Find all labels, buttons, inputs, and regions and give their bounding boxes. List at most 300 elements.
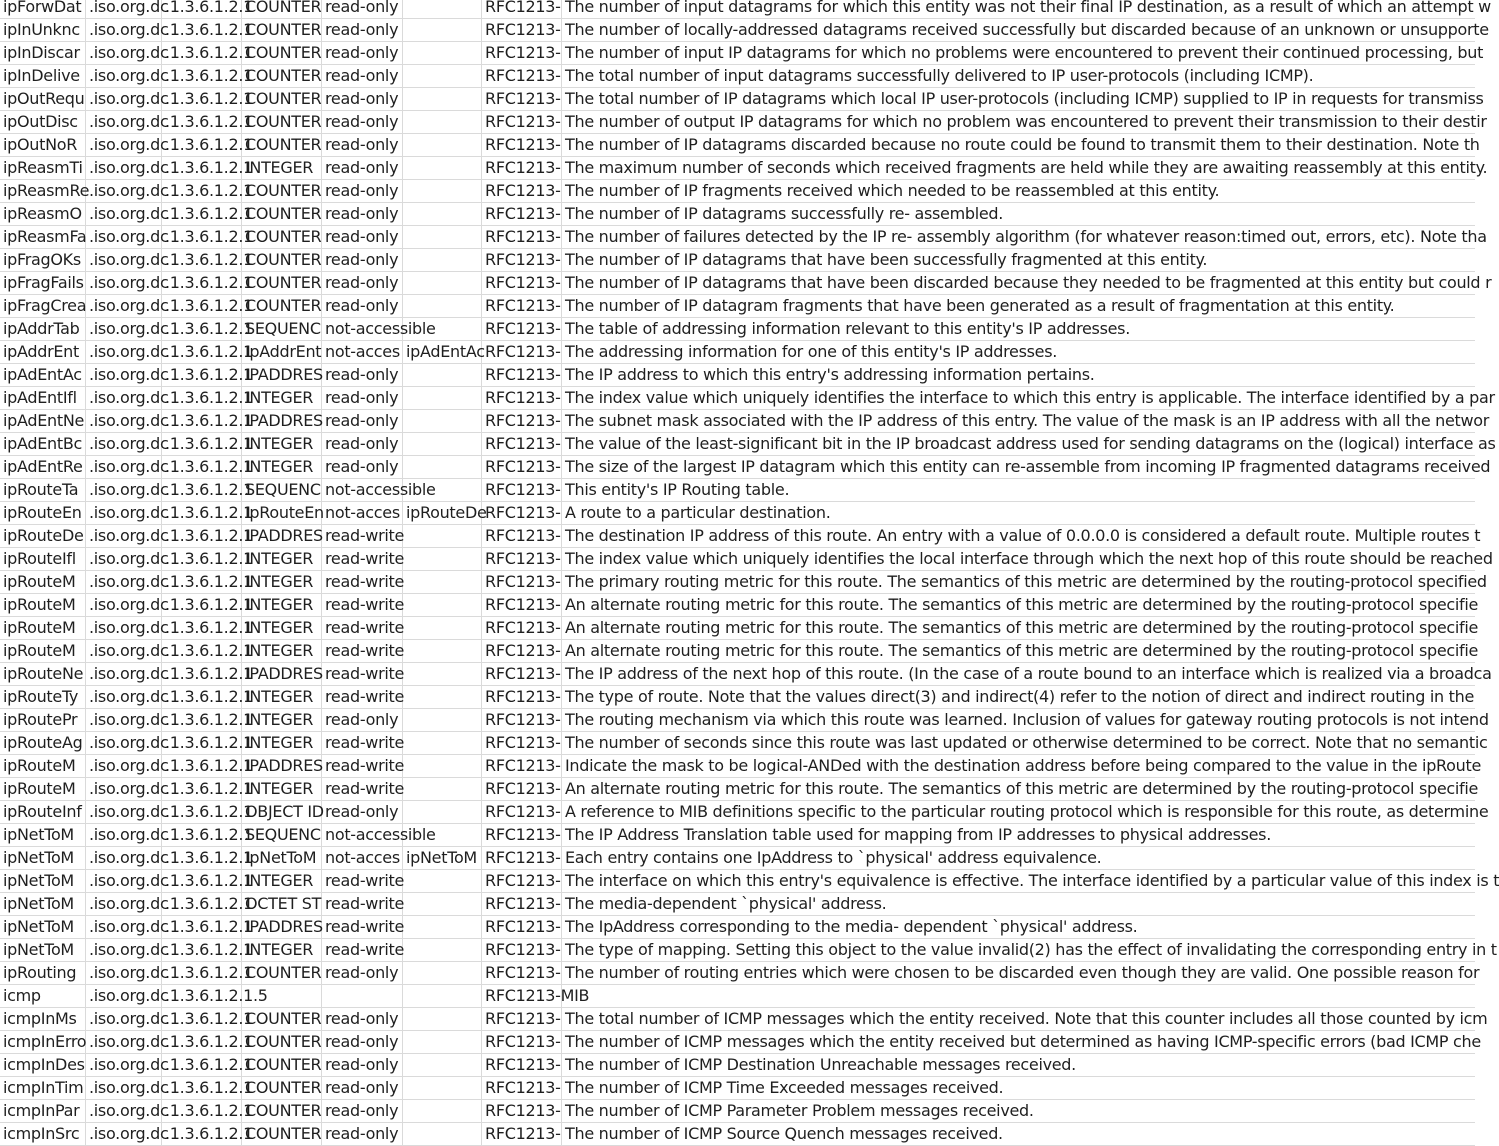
mib-name-cell[interactable]: ipAddrTab xyxy=(0,318,86,340)
syntax-cell[interactable]: INTEGER xyxy=(242,387,322,409)
description-cell[interactable]: An alternate routing metric for this route. The semantics of this metric are determined by the routing-protocol specifie xyxy=(565,595,1479,614)
index-cell[interactable] xyxy=(403,249,482,271)
module-cell[interactable]: RFC1213- xyxy=(482,19,562,41)
index-cell[interactable] xyxy=(403,962,482,984)
mib-name-cell[interactable]: ipRouteTy xyxy=(0,686,86,708)
mib-name-cell[interactable]: ipAdEntNe xyxy=(0,410,86,432)
access-cell[interactable]: not-acces xyxy=(322,502,403,524)
access-cell[interactable]: read-write xyxy=(322,571,403,593)
object-path-cell[interactable]: .iso.org.dc xyxy=(86,525,162,547)
oid-cell[interactable]: .1.3.6.1.2.1 xyxy=(162,479,242,501)
module-cell[interactable]: RFC1213- xyxy=(482,364,562,386)
index-cell[interactable] xyxy=(403,640,482,662)
index-cell[interactable] xyxy=(403,755,482,777)
syntax-cell[interactable]: INTEGER xyxy=(242,778,322,800)
index-cell[interactable] xyxy=(403,295,482,317)
module-cell[interactable]: RFC1213- xyxy=(482,686,562,708)
description-cell[interactable]: The IP Address Translation table used for mapping from IP addresses to physical addresses. xyxy=(565,825,1272,844)
index-cell[interactable] xyxy=(403,387,482,409)
module-cell[interactable]: RFC1213- xyxy=(482,916,562,938)
syntax-cell[interactable]: INTEGER xyxy=(242,456,322,478)
module-cell[interactable]: RFC1213- xyxy=(482,479,562,501)
mib-name-cell[interactable]: ipForwDat xyxy=(0,0,86,18)
syntax-cell[interactable]: COUNTER xyxy=(242,65,322,87)
description-cell[interactable]: The number of ICMP Time Exceeded messages received. xyxy=(565,1078,1004,1097)
description-cell[interactable]: The interface on which this entry's equivalence is effective. The interface identified by a particular value of this index is t xyxy=(565,871,1499,890)
syntax-cell[interactable]: COUNTER xyxy=(242,1123,322,1145)
syntax-cell[interactable]: COUNTER xyxy=(242,111,322,133)
index-cell[interactable] xyxy=(403,456,482,478)
module-cell[interactable]: RFC1213- xyxy=(482,42,562,64)
oid-cell[interactable]: .1.3.6.1.2.1 xyxy=(162,824,242,846)
mib-name-cell[interactable]: ipRouteIfl xyxy=(0,548,86,570)
module-cell[interactable]: RFC1213- xyxy=(482,893,562,915)
description-cell[interactable]: The number of locally-addressed datagrams received successfully but discarded because of an unknown or unsupporte xyxy=(565,20,1489,39)
access-cell[interactable]: not-accessible xyxy=(322,824,403,846)
index-cell[interactable] xyxy=(403,778,482,800)
module-cell[interactable]: RFC1213- xyxy=(482,203,562,225)
access-cell[interactable]: read-only xyxy=(322,364,403,386)
access-cell[interactable]: read-write xyxy=(322,893,403,915)
module-cell[interactable]: RFC1213- xyxy=(482,433,562,455)
oid-cell[interactable]: .1.3.6.1.2.1 xyxy=(162,111,242,133)
description-cell[interactable]: Each entry contains one IpAddress to `physical' address equivalence. xyxy=(565,848,1102,867)
module-cell[interactable]: RFC1213- xyxy=(482,1008,562,1030)
index-cell[interactable] xyxy=(403,180,482,202)
description-cell[interactable]: The type of mapping. Setting this object to the value invalid(2) has the effect of invalidating the corresponding entry in t xyxy=(565,940,1497,959)
syntax-cell[interactable]: INTEGER xyxy=(242,157,322,179)
object-path-cell[interactable]: .iso.org.dc xyxy=(86,870,162,892)
index-cell[interactable] xyxy=(403,686,482,708)
oid-cell[interactable]: .1.3.6.1.2.1 xyxy=(162,364,242,386)
mib-name-cell[interactable]: ipAdEntRe xyxy=(0,456,86,478)
module-cell[interactable]: RFC1213- xyxy=(482,755,562,777)
module-cell[interactable]: RFC1213- xyxy=(482,525,562,547)
description-cell[interactable]: The number of ICMP Destination Unreachable messages received. xyxy=(565,1055,1076,1074)
syntax-cell[interactable]: SEQUENC xyxy=(242,318,322,340)
module-cell[interactable]: RFC1213- xyxy=(482,0,562,18)
access-cell[interactable]: read-write xyxy=(322,939,403,961)
access-cell[interactable]: not-accessible xyxy=(322,318,403,340)
syntax-cell[interactable]: IPADDRES xyxy=(242,364,322,386)
description-cell[interactable]: The subnet mask associated with the IP address of this entry. The value of the mask is an IP address with all the networ xyxy=(565,411,1490,430)
oid-cell[interactable]: .1.3.6.1.2.1 xyxy=(162,594,242,616)
object-path-cell[interactable]: .iso.org.dc xyxy=(86,1054,162,1076)
access-cell[interactable]: read-only xyxy=(322,249,403,271)
module-cell[interactable]: RFC1213- xyxy=(482,111,562,133)
mib-name-cell[interactable]: ipRouteEn xyxy=(0,502,86,524)
syntax-cell[interactable]: IPADDRES xyxy=(242,525,322,547)
description-cell[interactable]: The number of input IP datagrams for which no problems were encountered to prevent their continued processing, but xyxy=(565,43,1484,62)
module-cell[interactable]: RFC1213- xyxy=(482,870,562,892)
oid-cell[interactable]: .1.3.6.1.2.1 xyxy=(162,180,242,202)
index-cell[interactable] xyxy=(403,571,482,593)
index-cell[interactable] xyxy=(403,111,482,133)
object-path-cell[interactable]: .iso.org.dc xyxy=(86,847,162,869)
mib-name-cell[interactable]: ipOutNoR xyxy=(0,134,86,156)
syntax-cell[interactable]: INTEGER xyxy=(242,594,322,616)
mib-name-cell[interactable]: ipRouteNe xyxy=(0,663,86,685)
index-cell[interactable] xyxy=(403,525,482,547)
object-path-cell[interactable]: .iso.org.dc xyxy=(86,1031,162,1053)
mib-name-cell[interactable]: ipInDiscar xyxy=(0,42,86,64)
oid-cell[interactable]: .1.3.6.1.2.1 xyxy=(162,433,242,455)
syntax-cell[interactable]: COUNTER xyxy=(242,0,322,18)
module-cell[interactable]: RFC1213- xyxy=(482,1123,562,1145)
syntax-cell[interactable]: IpRouteEn xyxy=(242,502,322,524)
index-cell[interactable] xyxy=(403,594,482,616)
syntax-cell[interactable]: OBJECT ID xyxy=(242,801,322,823)
mib-name-cell[interactable]: ipFragCrea xyxy=(0,295,86,317)
syntax-cell[interactable]: COUNTER xyxy=(242,226,322,248)
module-cell[interactable]: RFC1213- xyxy=(482,226,562,248)
index-cell[interactable] xyxy=(403,1100,482,1122)
oid-cell[interactable]: .1.3.6.1.2.1 xyxy=(162,801,242,823)
oid-cell[interactable]: .1.3.6.1.2.1 xyxy=(162,295,242,317)
module-cell[interactable]: RFC1213- xyxy=(482,1100,562,1122)
oid-cell[interactable]: .1.3.6.1.2.1 xyxy=(162,548,242,570)
access-cell[interactable]: read-only xyxy=(322,1077,403,1099)
access-cell[interactable]: read-only xyxy=(322,410,403,432)
mib-name-cell[interactable]: icmpInDes xyxy=(0,1054,86,1076)
index-cell[interactable] xyxy=(403,1008,482,1030)
module-cell[interactable]: RFC1213- xyxy=(482,778,562,800)
access-cell[interactable]: read-only xyxy=(322,42,403,64)
mib-name-cell[interactable]: ipRouteDe xyxy=(0,525,86,547)
object-path-cell[interactable]: .iso.org.dc xyxy=(86,686,162,708)
module-cell[interactable]: RFC1213- xyxy=(482,824,562,846)
oid-cell[interactable]: .1.3.6.1.2.1 xyxy=(162,617,242,639)
object-path-cell[interactable]: .iso.org.dc xyxy=(86,479,162,501)
access-cell[interactable]: read-write xyxy=(322,686,403,708)
description-cell[interactable]: The number of seconds since this route was last updated or otherwise determined to be correct. Note that no semantic xyxy=(565,733,1488,752)
module-cell[interactable]: RFC1213- xyxy=(482,157,562,179)
object-path-cell[interactable]: .iso.org.dc xyxy=(86,663,162,685)
object-path-cell[interactable]: .iso.org.dc xyxy=(86,364,162,386)
oid-cell[interactable]: .1.3.6.1.2.1 xyxy=(162,42,242,64)
syntax-cell[interactable]: COUNTER xyxy=(242,88,322,110)
mib-name-cell[interactable]: ipAdEntIfl xyxy=(0,387,86,409)
syntax-cell[interactable]: INTEGER xyxy=(242,617,322,639)
index-cell[interactable] xyxy=(403,663,482,685)
module-cell[interactable]: RFC1213- xyxy=(482,387,562,409)
access-cell[interactable]: read-write xyxy=(322,778,403,800)
syntax-cell[interactable] xyxy=(242,985,322,1007)
index-cell[interactable] xyxy=(403,870,482,892)
description-cell[interactable]: The maximum number of seconds which received fragments are held while they are awaiting reassembly at this entity. xyxy=(565,158,1488,177)
mib-name-cell[interactable]: ipOutRequ xyxy=(0,88,86,110)
mib-name-cell[interactable]: icmpInSrc xyxy=(0,1123,86,1145)
index-cell[interactable] xyxy=(403,410,482,432)
description-cell[interactable]: The size of the largest IP datagram which this entity can re-assemble from incoming IP fragmented datagrams received xyxy=(565,457,1491,476)
syntax-cell[interactable]: INTEGER xyxy=(242,686,322,708)
description-cell[interactable]: The IpAddress corresponding to the media- dependent `physical' address. xyxy=(565,917,1138,936)
module-cell[interactable]: RFC1213- xyxy=(482,663,562,685)
mib-name-cell[interactable]: ipAdEntBc xyxy=(0,433,86,455)
module-cell[interactable]: RFC1213- xyxy=(482,594,562,616)
mib-name-cell[interactable]: ipRoutePr xyxy=(0,709,86,731)
access-cell[interactable]: read-only xyxy=(322,1054,403,1076)
oid-cell[interactable]: .1.3.6.1.2.1 xyxy=(162,134,242,156)
mib-name-cell[interactable]: ipReasmRe xyxy=(0,180,86,202)
mib-name-cell[interactable]: icmpInPar xyxy=(0,1100,86,1122)
object-path-cell[interactable]: .iso.org.dc xyxy=(86,433,162,455)
access-cell[interactable]: read-only xyxy=(322,295,403,317)
mib-name-cell[interactable]: ipRouteInf xyxy=(0,801,86,823)
object-path-cell[interactable]: .iso.org.dc xyxy=(86,203,162,225)
description-cell[interactable]: The number of IP fragments received which needed to be reassembled at this entity. xyxy=(565,181,1220,200)
description-cell[interactable]: The media-dependent `physical' address. xyxy=(565,894,887,913)
object-path-cell[interactable]: .iso.org.dc xyxy=(86,640,162,662)
object-path-cell[interactable]: .iso.org.dc xyxy=(86,732,162,754)
access-cell[interactable]: not-accessible xyxy=(322,479,403,501)
index-cell[interactable] xyxy=(403,134,482,156)
oid-cell[interactable]: .1.3.6.1.2.1 xyxy=(162,525,242,547)
access-cell[interactable]: read-write xyxy=(322,732,403,754)
oid-cell[interactable]: .1.3.6.1.2.1 xyxy=(162,709,242,731)
module-cell[interactable]: RFC1213- xyxy=(482,847,562,869)
description-cell[interactable]: An alternate routing metric for this route. The semantics of this metric are determined by the routing-protocol specifie xyxy=(565,618,1479,637)
module-cell[interactable]: RFC1213- xyxy=(482,249,562,271)
access-cell[interactable]: read-only xyxy=(322,387,403,409)
index-cell[interactable] xyxy=(403,732,482,754)
mib-name-cell[interactable]: ipNetToM xyxy=(0,939,86,961)
mib-name-cell[interactable]: ipNetToM xyxy=(0,870,86,892)
mib-name-cell[interactable]: ipRouteM xyxy=(0,640,86,662)
syntax-cell[interactable]: INTEGER xyxy=(242,709,322,731)
module-cell[interactable]: RFC1213- xyxy=(482,341,562,363)
syntax-cell[interactable]: COUNTER xyxy=(242,962,322,984)
access-cell[interactable]: not-acces xyxy=(322,847,403,869)
syntax-cell[interactable]: IPADDRES xyxy=(242,755,322,777)
module-cell[interactable]: RFC1213- xyxy=(482,732,562,754)
oid-cell[interactable]: .1.3.6.1.2.1 xyxy=(162,203,242,225)
object-path-cell[interactable]: .iso.org.dc xyxy=(86,318,162,340)
access-cell[interactable]: read-write xyxy=(322,548,403,570)
access-cell[interactable]: read-write xyxy=(322,870,403,892)
mib-name-cell[interactable]: ipRouting xyxy=(0,962,86,984)
object-path-cell[interactable]: .iso.org.dc xyxy=(86,157,162,179)
index-cell[interactable] xyxy=(403,985,482,1007)
oid-cell[interactable]: .1.3.6.1.2.1 xyxy=(162,640,242,662)
syntax-cell[interactable]: INTEGER xyxy=(242,640,322,662)
oid-cell[interactable]: .1.3.6.1.2.1 xyxy=(162,847,242,869)
object-path-cell[interactable]: .iso.org.dc xyxy=(86,1100,162,1122)
syntax-cell[interactable]: COUNTER xyxy=(242,249,322,271)
access-cell[interactable]: read-only xyxy=(322,0,403,18)
access-cell[interactable]: read-only xyxy=(322,88,403,110)
description-cell[interactable]: The number of IP datagrams discarded because no route could be found to transmit them to their destination. Note th xyxy=(565,135,1480,154)
access-cell[interactable]: read-only xyxy=(322,134,403,156)
module-cell[interactable]: RFC1213- xyxy=(482,1031,562,1053)
oid-cell[interactable]: .1.3.6.1.2.1 xyxy=(162,870,242,892)
access-cell[interactable]: read-write xyxy=(322,755,403,777)
module-cell[interactable]: RFC1213- xyxy=(482,318,562,340)
mib-name-cell[interactable]: ipAddrEnt xyxy=(0,341,86,363)
oid-cell[interactable]: .1.3.6.1.2.1 xyxy=(162,778,242,800)
mib-name-cell[interactable]: ipRouteAg xyxy=(0,732,86,754)
module-cell[interactable]: RFC1213-MIB xyxy=(482,985,562,1007)
description-cell[interactable]: The total number of ICMP messages which the entity received. Note that this counter includes all those counted by icm xyxy=(565,1009,1488,1028)
oid-cell[interactable]: .1.3.6.1.2.1 xyxy=(162,65,242,87)
description-cell[interactable]: The index value which uniquely identifies the interface to which this entry is applicable. The interface identified by a par xyxy=(565,388,1495,407)
object-path-cell[interactable]: .iso.org.dc xyxy=(86,801,162,823)
description-cell[interactable]: The number of ICMP messages which the entity received but determined as having ICMP-specific errors (bad ICMP che xyxy=(565,1032,1481,1051)
module-cell[interactable]: RFC1213- xyxy=(482,1054,562,1076)
oid-cell[interactable]: .1.3.6.1.2.1 xyxy=(162,341,242,363)
object-path-cell[interactable]: .iso.org.dc xyxy=(86,180,162,202)
description-cell[interactable]: The index value which uniquely identifies the local interface through which the next hop of this route should be reached xyxy=(565,549,1493,568)
index-cell[interactable] xyxy=(403,203,482,225)
syntax-cell[interactable]: IPADDRES xyxy=(242,663,322,685)
object-path-cell[interactable]: .iso.org.dc xyxy=(86,1123,162,1145)
index-cell[interactable] xyxy=(403,548,482,570)
syntax-cell[interactable]: SEQUENC xyxy=(242,824,322,846)
description-cell[interactable]: The routing mechanism via which this route was learned. Inclusion of values for gateway routing protocols is not intend xyxy=(565,710,1489,729)
access-cell[interactable]: read-write xyxy=(322,916,403,938)
access-cell[interactable]: read-only xyxy=(322,1008,403,1030)
mib-name-cell[interactable]: icmp xyxy=(0,985,86,1007)
oid-cell[interactable]: .1.3.6.1.2.1 xyxy=(162,249,242,271)
index-cell[interactable] xyxy=(403,939,482,961)
mib-name-cell[interactable]: ipNetToM xyxy=(0,893,86,915)
description-cell[interactable]: The table of addressing information relevant to this entity's IP addresses. xyxy=(565,319,1130,338)
mib-name-cell[interactable]: ipReasmFa xyxy=(0,226,86,248)
access-cell[interactable] xyxy=(322,985,403,1007)
access-cell[interactable]: read-only xyxy=(322,801,403,823)
description-cell[interactable]: The number of IP datagrams that have been discarded because they needed to be fragmented at this entity but could r xyxy=(565,273,1492,292)
oid-cell[interactable]: .1.3.6.1.2.1 xyxy=(162,502,242,524)
oid-cell[interactable]: .1.3.6.1.2.1 xyxy=(162,318,242,340)
mib-name-cell[interactable]: ipInDelive xyxy=(0,65,86,87)
syntax-cell[interactable]: IPADDRES xyxy=(242,410,322,432)
access-cell[interactable]: read-only xyxy=(322,1123,403,1145)
module-cell[interactable]: RFC1213- xyxy=(482,1077,562,1099)
mib-name-cell[interactable]: ipRouteM xyxy=(0,755,86,777)
description-cell[interactable]: The total number of input datagrams successfully delivered to IP user-protocols (including ICMP). xyxy=(565,66,1314,85)
description-cell[interactable]: The type of route. Note that the values direct(3) and indirect(4) refer to the notion of direct and indirect routing in the xyxy=(565,687,1474,706)
description-cell[interactable]: The number of IP datagram fragments that have been generated as a result of fragmentation at this entity. xyxy=(565,296,1395,315)
index-cell[interactable]: ipNetToM xyxy=(403,847,482,869)
access-cell[interactable]: read-only xyxy=(322,1100,403,1122)
object-path-cell[interactable]: .iso.org.dc xyxy=(86,65,162,87)
description-cell[interactable]: Indicate the mask to be logical-ANDed with the destination address before being compared to the value in the ipRoute xyxy=(565,756,1481,775)
module-cell[interactable]: RFC1213- xyxy=(482,617,562,639)
object-path-cell[interactable]: .iso.org.dc xyxy=(86,226,162,248)
access-cell[interactable]: read-only xyxy=(322,226,403,248)
module-cell[interactable]: RFC1213- xyxy=(482,295,562,317)
index-cell[interactable] xyxy=(403,1077,482,1099)
mib-name-cell[interactable]: ipRouteM xyxy=(0,617,86,639)
object-path-cell[interactable]: .iso.org.dc xyxy=(86,778,162,800)
oid-cell[interactable]: .1.3.6.1.2.1 xyxy=(162,387,242,409)
access-cell[interactable]: read-write xyxy=(322,594,403,616)
mib-name-cell[interactable]: ipInUnknc xyxy=(0,19,86,41)
object-path-cell[interactable]: .iso.org.dc xyxy=(86,272,162,294)
syntax-cell[interactable]: COUNTER xyxy=(242,42,322,64)
syntax-cell[interactable]: COUNTER xyxy=(242,295,322,317)
mib-name-cell[interactable]: ipRouteM xyxy=(0,778,86,800)
index-cell[interactable] xyxy=(403,0,482,18)
object-path-cell[interactable]: .iso.org.dc xyxy=(86,709,162,731)
syntax-cell[interactable]: INTEGER xyxy=(242,571,322,593)
access-cell[interactable]: read-only xyxy=(322,962,403,984)
object-path-cell[interactable]: .iso.org.dc xyxy=(86,571,162,593)
syntax-cell[interactable]: COUNTER xyxy=(242,1031,322,1053)
index-cell[interactable] xyxy=(403,433,482,455)
syntax-cell[interactable]: COUNTER xyxy=(242,134,322,156)
oid-cell[interactable]: .1.3.6.1.2.1 xyxy=(162,0,242,18)
oid-cell[interactable]: .1.3.6.1.2.1 xyxy=(162,916,242,938)
object-path-cell[interactable]: .iso.org.dc xyxy=(86,295,162,317)
object-path-cell[interactable]: .iso.org.dc xyxy=(86,19,162,41)
mib-name-cell[interactable]: ipOutDisc xyxy=(0,111,86,133)
module-cell[interactable]: RFC1213- xyxy=(482,180,562,202)
module-cell[interactable]: RFC1213- xyxy=(482,502,562,524)
mib-name-cell[interactable]: icmpInTim xyxy=(0,1077,86,1099)
syntax-cell[interactable]: COUNTER xyxy=(242,1054,322,1076)
object-path-cell[interactable]: .iso.org.dc xyxy=(86,594,162,616)
object-path-cell[interactable]: .iso.org.dc xyxy=(86,134,162,156)
mib-name-cell[interactable]: ipFragOKs xyxy=(0,249,86,271)
description-cell[interactable]: The number of failures detected by the IP re- assembly algorithm (for whatever reason:timed out, errors, etc). Note tha xyxy=(565,227,1487,246)
oid-cell[interactable]: .1.3.6.1.2.1 xyxy=(162,1031,242,1053)
object-path-cell[interactable]: .iso.org.dc xyxy=(86,502,162,524)
syntax-cell[interactable]: COUNTER xyxy=(242,1077,322,1099)
module-cell[interactable]: RFC1213- xyxy=(482,801,562,823)
object-path-cell[interactable]: .iso.org.dc xyxy=(86,824,162,846)
syntax-cell[interactable]: COUNTER xyxy=(242,1100,322,1122)
description-cell[interactable]: The number of IP datagrams that have been successfully fragmented at this entity. xyxy=(565,250,1208,269)
description-cell[interactable]: A route to a particular destination. xyxy=(565,503,831,522)
object-path-cell[interactable]: .iso.org.dc xyxy=(86,111,162,133)
index-cell[interactable]: ipRouteDe xyxy=(403,502,482,524)
description-cell[interactable]: This entity's IP Routing table. xyxy=(565,480,790,499)
module-cell[interactable]: RFC1213- xyxy=(482,709,562,731)
access-cell[interactable]: read-write xyxy=(322,640,403,662)
index-cell[interactable] xyxy=(403,364,482,386)
object-path-cell[interactable]: .iso.org.dc xyxy=(86,456,162,478)
syntax-cell[interactable]: COUNTER xyxy=(242,1008,322,1030)
access-cell[interactable]: read-only xyxy=(322,111,403,133)
oid-cell[interactable]: .1.3.6.1.2.1 xyxy=(162,226,242,248)
module-cell[interactable]: RFC1213- xyxy=(482,548,562,570)
mib-name-cell[interactable]: ipNetToM xyxy=(0,847,86,869)
access-cell[interactable]: read-only xyxy=(322,272,403,294)
description-cell[interactable]: The number of routing entries which were chosen to be discarded even though they are valid. One possible reason for xyxy=(565,963,1480,982)
index-cell[interactable] xyxy=(403,801,482,823)
index-cell[interactable] xyxy=(403,617,482,639)
object-path-cell[interactable]: .iso.org.dc xyxy=(86,939,162,961)
index-cell[interactable] xyxy=(403,824,482,846)
oid-cell[interactable]: .1.3.6.1.2.1 xyxy=(162,410,242,432)
module-cell[interactable]: RFC1213- xyxy=(482,88,562,110)
mib-name-cell[interactable]: ipRouteM xyxy=(0,594,86,616)
description-cell[interactable]: The addressing information for one of this entity's IP addresses. xyxy=(565,342,1058,361)
mib-name-cell[interactable]: ipRouteTa xyxy=(0,479,86,501)
oid-cell[interactable]: .1.3.6.1.2.1 xyxy=(162,88,242,110)
access-cell[interactable]: read-write xyxy=(322,525,403,547)
mib-name-cell[interactable]: icmpInErro xyxy=(0,1031,86,1053)
syntax-cell[interactable]: COUNTER xyxy=(242,19,322,41)
description-cell[interactable]: The destination IP address of this route. An entry with a value of 0.0.0.0 is considered a default route. Multiple routes t xyxy=(565,526,1481,545)
index-cell[interactable] xyxy=(403,65,482,87)
access-cell[interactable]: read-only xyxy=(322,19,403,41)
object-path-cell[interactable]: .iso.org.dc xyxy=(86,916,162,938)
index-cell[interactable] xyxy=(403,1031,482,1053)
syntax-cell[interactable]: IpNetToM xyxy=(242,847,322,869)
mib-name-cell[interactable]: icmpInMs xyxy=(0,1008,86,1030)
